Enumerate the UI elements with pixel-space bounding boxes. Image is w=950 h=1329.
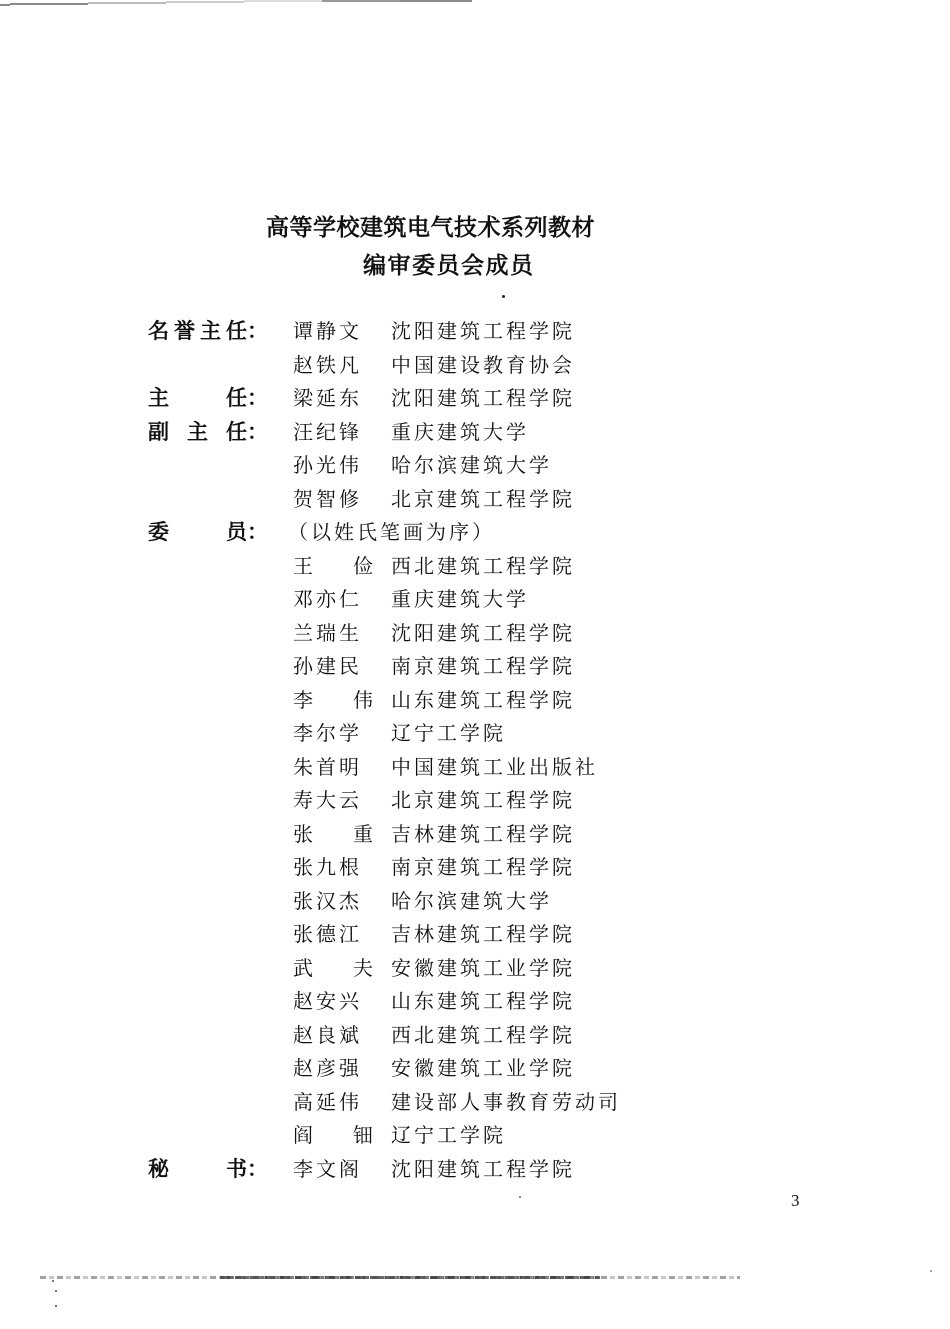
member-name [293,416,373,450]
member-name [293,483,373,517]
role-label [148,315,268,349]
member-affiliation: 辽宁工学院 [391,1123,506,1147]
roster-row [148,818,848,852]
role-char: 委 [148,520,169,544]
member-name [293,650,373,684]
role-char: 主 [148,386,169,410]
member-name-part: 寿大云 [293,788,362,812]
member-name [293,382,373,416]
member-name-part: 武 [293,955,313,980]
roster-row [148,784,848,818]
member-name [293,751,373,785]
member-affiliation: 山东建筑工程学院 [391,687,575,712]
role-char: 主 [200,319,221,343]
member-affiliation: 沈阳建筑工程学院 [391,1156,575,1181]
roster-row [148,1052,848,1086]
page-number: 3 [791,1191,800,1210]
member-affiliation: 中国建筑工业出版社 [391,754,598,779]
member-name [293,349,373,383]
scan-speck [55,1290,57,1292]
role-char: 主 [187,419,208,444]
member-name [293,1019,373,1053]
roster-row [148,382,848,416]
member-name-part: 张九根 [293,855,362,879]
roster-row [148,918,848,952]
member-name-part: 赵彦强 [293,1056,362,1080]
member-affiliation: 建设部人事教育劳动司 [391,1089,621,1114]
member-name-part: 朱首明 [293,754,362,779]
roster-row [148,650,848,684]
member-name [293,1052,373,1086]
member-name [293,1153,373,1187]
member-affiliation: 沈阳建筑工程学院 [391,386,575,410]
member-affiliation: 西北建筑工程学院 [391,553,575,578]
member-name [293,449,373,483]
roster-row [148,1153,848,1187]
member-name [293,583,373,617]
roster-row [148,717,848,751]
member-name-part: 张 [293,821,313,846]
member-name [293,684,373,718]
roster-row [148,483,848,517]
member-name-part: 贺智修 [293,486,362,511]
member-affiliation: 西北建筑工程学院 [391,1022,575,1047]
title-committee-members: 编审委员会成员 [363,253,535,279]
roster-row [148,583,848,617]
member-affiliation: 哈尔滨建筑大学 [391,888,552,913]
member-affiliation: 安徽建筑工业学院 [391,1056,575,1080]
ordering-note: （以姓氏笔画为序） [288,520,495,544]
role-char: 任： [226,319,268,343]
role-char: 誉 [174,319,195,343]
scan-speck [930,1270,932,1272]
member-name-part: 阎 [293,1123,313,1147]
member-affiliation: 辽宁工学院 [391,721,506,745]
stray-dot [502,295,505,298]
roster-row [148,617,848,651]
member-name [293,985,373,1019]
member-affiliation: 南京建筑工程学院 [391,654,575,678]
member-name [293,617,373,651]
member-name-part: 张汉杰 [293,888,362,913]
member-name [293,952,373,986]
member-name [293,818,373,852]
member-affiliation: 哈尔滨建筑大学 [391,453,552,477]
roster-row [148,952,848,986]
member-name [293,784,373,818]
member-name [293,717,373,751]
member-affiliation: 中国建设教育协会 [391,352,575,377]
scan-edge-top [0,0,475,6]
roster-row [148,885,848,919]
member-affiliation: 吉林建筑工程学院 [391,922,575,946]
roster-row [148,1019,848,1053]
member-name-part: 赵铁凡 [293,352,362,377]
member-affiliation: 山东建筑工程学院 [391,989,575,1013]
member-name-part: 李文阁 [293,1156,362,1181]
role-char: 名 [148,319,169,343]
committee-roster [148,315,848,1186]
roster-row [148,516,848,550]
role-char: 任： [226,386,268,410]
member-name-part: 李尔学 [293,721,362,745]
member-name-part: 兰瑞生 [293,620,362,645]
roster-row [148,349,848,383]
member-name [293,1119,373,1153]
member-name-part: 邓亦仁 [293,587,362,611]
member-affiliation: 吉林建筑工程学院 [391,821,575,846]
role-label [148,1153,268,1187]
role-char: 员： [226,520,268,544]
member-name-part: 孙建民 [293,654,362,678]
role-label [148,382,268,416]
member-name-part: 钿 [353,1123,373,1147]
member-name [293,851,373,885]
member-affiliation: 北京建筑工程学院 [391,486,575,511]
member-affiliation: 沈阳建筑工程学院 [391,319,575,343]
scan-speck [52,1280,54,1282]
scan-edge-bottom-dark [220,1276,600,1279]
member-name-part: 伟 [353,687,373,712]
member-affiliation: 重庆建筑大学 [391,419,529,444]
member-affiliation: 安徽建筑工业学院 [391,955,575,980]
member-name [293,918,373,952]
member-name-part: 梁延东 [293,386,362,410]
member-name-part: 孙光伟 [293,453,362,477]
member-name [293,885,373,919]
role-char: 书： [226,1156,268,1181]
roster-row [148,985,848,1019]
member-name [293,1086,373,1120]
title-series-name: 高等学校建筑电气技术系列教材 [266,215,595,241]
roster-row [148,315,848,349]
roster-row [148,416,848,450]
roster-row [148,449,848,483]
scan-speck [519,1196,521,1198]
member-name [293,550,373,584]
roster-row [148,1086,848,1120]
member-name-part: 高延伟 [293,1089,362,1114]
member-affiliation: 重庆建筑大学 [391,587,529,611]
role-char: 秘 [148,1156,169,1181]
member-affiliation: 沈阳建筑工程学院 [391,620,575,645]
member-name [293,315,373,349]
member-name-part: 张德江 [293,922,362,946]
member-affiliation: 南京建筑工程学院 [391,855,575,879]
member-name-part: 重 [353,821,373,846]
member-name-part: 夫 [353,955,373,980]
member-name-part: 汪纪锋 [293,419,362,444]
role-char: 副 [148,419,169,444]
member-name-part: 赵安兴 [293,989,362,1013]
member-name-part: 王 [293,553,313,578]
roster-row [148,1119,848,1153]
roster-row [148,751,848,785]
roster-row [148,684,848,718]
member-name-part: 李 [293,687,313,712]
roster-row [148,550,848,584]
role-char: 任： [226,419,268,444]
member-name-part: 谭静文 [293,319,362,343]
member-affiliation: 北京建筑工程学院 [391,788,575,812]
role-label [148,416,268,450]
member-name-part: 俭 [353,553,373,578]
role-label [148,516,268,550]
member-name-part: 赵良斌 [293,1022,362,1047]
scan-speck [55,1305,57,1307]
roster-row [148,851,848,885]
